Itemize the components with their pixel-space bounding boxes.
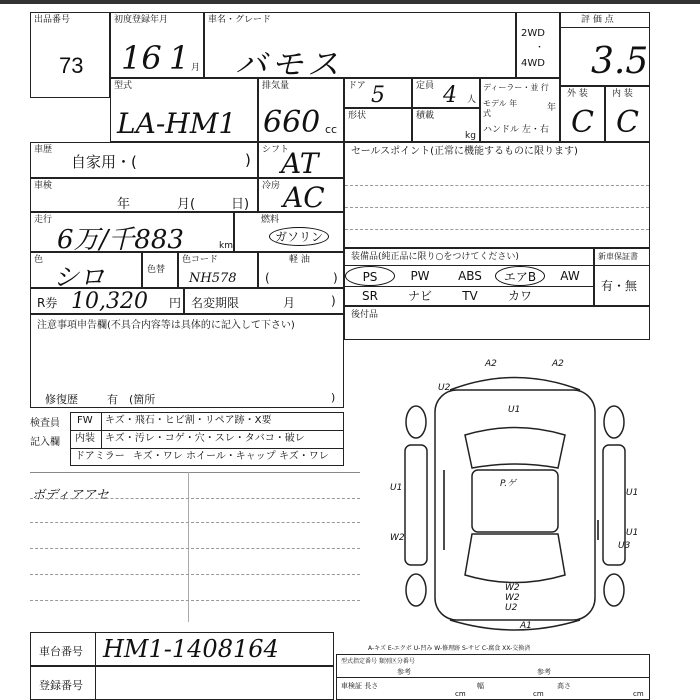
note-line — [30, 600, 360, 601]
car-windshield — [465, 428, 565, 469]
load-label: 積載 — [416, 111, 435, 121]
wheel-rear-left — [406, 574, 426, 606]
sales-line — [345, 207, 649, 208]
ac-label: 冷房 — [262, 181, 281, 191]
inspector-label1: 検査員 — [30, 418, 60, 429]
inspector-cat-2: ドアミラー — [75, 451, 125, 462]
color-code-cell — [178, 252, 258, 288]
door-cell — [344, 78, 412, 108]
inspector-label2: 記入欄 — [30, 437, 60, 448]
capacity-cell — [412, 78, 480, 108]
ac-value: AC — [283, 181, 325, 214]
month-unit: 月 — [191, 63, 201, 73]
repair-close: ) — [331, 391, 336, 404]
mark-u1-3: U1 — [626, 488, 639, 498]
year-unit: 年 — [547, 103, 557, 113]
drive-4wd: 4WD — [521, 58, 545, 69]
model-label: 型式 — [114, 81, 133, 91]
color-code-label: 色コード — [182, 255, 219, 265]
lot-value: 73 — [59, 53, 84, 78]
lot-cell — [30, 12, 110, 98]
mark-a2-2: A2 — [552, 359, 564, 369]
displacement-value: 660 — [263, 105, 321, 140]
recycle-cell — [30, 288, 184, 314]
color-change-label: 色替 — [147, 265, 166, 275]
color-value: シロ — [53, 263, 106, 293]
mileage-cell — [30, 212, 234, 255]
car-name-label: 車名・グレード — [208, 15, 272, 25]
mark-w2-3: W2 — [505, 593, 520, 603]
inspector-label-block — [30, 412, 70, 466]
interior-value: C — [616, 105, 639, 140]
registration-cell — [30, 666, 334, 700]
model-value: LA-HM1 — [117, 107, 237, 140]
history-close: ) — [245, 151, 251, 169]
score-value: 3.5 — [591, 41, 649, 82]
cm-1: cm — [455, 690, 466, 698]
handwritten-note: ボディアアセ — [32, 488, 109, 503]
inspector-row-divider-2 — [71, 448, 343, 449]
chassis-label: 車台番号 — [39, 645, 83, 658]
inspector-text-0: キズ・飛石・ヒビ割・リペア跡・X要 — [105, 415, 272, 426]
mark-u2-1: U2 — [438, 383, 451, 393]
inspector-text-2: キズ・ワレ ホイール・キャップ キズ・ワレ — [133, 451, 329, 462]
equipment-item: PS — [345, 266, 395, 286]
inspector-table — [70, 412, 344, 466]
title-strip — [0, 0, 700, 4]
car-rear-bumper — [450, 620, 580, 630]
drive-2wd: 2WD — [521, 28, 545, 39]
color-label: 色 — [34, 255, 44, 265]
notes-area-top — [30, 472, 360, 473]
height-label: 高さ — [557, 682, 571, 690]
note-line — [30, 498, 360, 499]
wheel-front-left — [406, 406, 426, 438]
mark-a1: A1 — [520, 621, 532, 631]
cm-2: cm — [533, 690, 544, 698]
aftermarket-cell — [344, 306, 650, 340]
shift-cell — [258, 142, 344, 178]
exterior-cell — [560, 86, 605, 142]
door-value: 5 — [371, 83, 385, 108]
equipment-item: エアB — [495, 266, 545, 286]
equipment-item: TV — [462, 289, 478, 303]
mark-paint: P.ゲ — [500, 479, 517, 489]
equipment-item: ABS — [458, 269, 482, 283]
name-change-label: 名変期限 — [191, 296, 240, 310]
inspection-year: 年 — [117, 197, 131, 212]
color-cell — [30, 252, 142, 293]
person-unit: 人 — [467, 95, 477, 105]
equipment-item: PW — [410, 269, 430, 283]
fuel-label: 燃料 — [261, 215, 280, 225]
sales-line — [345, 229, 649, 230]
car-diagram — [380, 350, 650, 640]
score-cell — [560, 12, 650, 86]
inspection-day: 日) — [231, 197, 250, 212]
chassis-value: HM1-1408164 — [103, 635, 279, 663]
wheel-front-right — [604, 406, 624, 438]
shape-cell — [344, 108, 412, 142]
history-label: 車歴 — [34, 145, 53, 155]
cert-ref-1: 参考 — [397, 668, 411, 676]
inspection-label: 車検 — [34, 181, 53, 191]
model-year-label: モデル 年式 — [483, 99, 518, 118]
kg-unit: kg — [465, 131, 476, 141]
notes-label: 注意事項申告欄(不具合内容等は具体的に記入して下さい) — [37, 320, 295, 331]
inspector-text-1: キズ・汚レ・コゲ・穴・スレ・タバコ・破レ — [105, 433, 305, 444]
cert-label: 型式指定番号 類別区分番号 — [341, 658, 415, 665]
cc-unit: cc — [325, 123, 338, 136]
displacement-label: 排気量 — [262, 81, 290, 91]
fuel-cell — [234, 212, 344, 252]
dealer-cell — [480, 78, 560, 142]
capacity-label: 定員 — [416, 81, 435, 91]
equipment-cell — [344, 248, 594, 306]
car-front — [450, 378, 580, 391]
aftermarket-label: 後付品 — [351, 310, 379, 320]
mark-w2-2: W2 — [505, 583, 520, 593]
vehicle-cert-divider — [337, 677, 649, 678]
km-unit: km — [219, 241, 233, 251]
note-line — [30, 522, 360, 523]
displacement-cell — [258, 78, 344, 142]
name-change-cell — [184, 288, 344, 314]
mark-w2-1: W2 — [390, 533, 405, 543]
chassis-cell — [30, 632, 334, 666]
drive-dot: ・ — [535, 43, 545, 53]
chassis-divider — [95, 633, 96, 665]
damage-strokes — [444, 470, 598, 550]
cm-3: cm — [633, 690, 644, 698]
dealer-label: ディーラー・並 行 — [483, 83, 549, 92]
mark-u2-2: U2 — [505, 603, 518, 613]
note-line — [30, 548, 360, 549]
shift-label: シフト — [262, 145, 290, 155]
lot-label: 出品番号 — [34, 15, 71, 25]
diesel-label: 軽 油 — [289, 255, 310, 265]
first-reg-cell — [110, 12, 204, 78]
score-divider — [561, 27, 649, 28]
repair-label: 修復歴 — [45, 393, 78, 406]
warranty-cell — [594, 248, 650, 306]
inspection-month: 月( — [177, 197, 196, 212]
damage-legend: A-キズ E-エクボ U-凹み W-修理跡 S-サビ C-腐食 XX-交換済 — [368, 645, 531, 652]
car-name-cell — [204, 12, 516, 83]
cert-ref-2: 参考 — [537, 668, 551, 676]
exterior-value: C — [571, 105, 594, 140]
first-reg-label: 初度登録年月 — [114, 15, 169, 25]
diesel-paren-open: ( — [265, 271, 270, 285]
sales-point-label: セールスポイント(正常に機能するものに限ります) — [351, 146, 578, 157]
warranty-label: 新車保証書 — [598, 252, 638, 261]
mark-u1-1: U1 — [508, 405, 521, 415]
inspector-row-divider-1 — [71, 430, 343, 431]
car-left-side — [405, 445, 427, 565]
equipment-item: ナビ — [407, 289, 432, 303]
mileage-value: 6万/千883 — [57, 225, 184, 255]
notes-cell — [30, 314, 344, 408]
fuel-value: ガソリン — [269, 227, 329, 246]
repair-value: 有 — [107, 393, 118, 406]
color-code-value: NH578 — [189, 271, 237, 286]
ac-cell — [258, 178, 344, 212]
wheel-rear-right — [604, 574, 624, 606]
interior-cell — [605, 86, 650, 142]
load-cell — [412, 108, 480, 142]
mark-a2-1: A2 — [485, 359, 497, 369]
first-reg-year: 16 — [121, 39, 162, 77]
interior-label: 内 装 — [612, 89, 633, 99]
mark-u1-2: U1 — [390, 483, 403, 493]
drive-cell — [516, 12, 560, 78]
recycle-label: R券 — [37, 296, 58, 310]
warranty-divider — [595, 265, 649, 266]
recycle-value: 10,320 — [71, 289, 148, 314]
exterior-label: 外 装 — [567, 89, 588, 99]
sales-line — [345, 185, 649, 186]
note-line — [30, 574, 360, 575]
history-cell — [30, 142, 258, 178]
mark-u1-4: U1 — [626, 528, 639, 538]
width-label: 幅 — [477, 682, 484, 690]
handle-label: ハンドル 左・右 — [483, 125, 549, 135]
shape-label: 形状 — [348, 111, 367, 121]
shift-value: AT — [281, 147, 319, 180]
model-cell — [110, 78, 258, 142]
diesel-paren-close: ) — [333, 271, 338, 285]
name-change-month: 月 — [283, 296, 296, 310]
inspector-col-divider — [101, 413, 102, 448]
warranty-value: 有・無 — [601, 279, 638, 293]
color-change-cell — [142, 252, 178, 288]
mileage-label: 走行 — [34, 215, 53, 225]
registration-divider — [95, 667, 96, 699]
equipment-label: 装備品(純正品に限り○をつけてください) — [351, 252, 519, 262]
mark-u3: U3 — [618, 541, 631, 551]
length-label: 車検証 長さ — [341, 682, 379, 690]
capacity-value: 4 — [443, 83, 457, 108]
car-name-value: バモス — [235, 45, 344, 83]
history-value: 自家用・( — [71, 153, 137, 171]
repair-place: (箇所 — [129, 393, 156, 406]
inspector-cat-1: 内装 — [75, 433, 95, 444]
equipment-item: カワ — [507, 289, 532, 303]
registration-label: 登録番号 — [39, 679, 83, 692]
car-rear-window — [465, 534, 565, 583]
name-change-close: ) — [331, 294, 336, 308]
vehicle-cert-box — [336, 654, 650, 700]
inspector-cat-0: FW — [77, 415, 93, 426]
sales-point-cell — [344, 142, 650, 248]
inspection-cell — [30, 178, 258, 212]
door-label: ドア — [348, 81, 366, 91]
first-reg-month: 1 — [169, 39, 190, 77]
diesel-cell — [258, 252, 344, 288]
equipment-item: AW — [560, 269, 580, 283]
score-label: 評 価 点 — [581, 15, 614, 25]
equipment-item: SR — [362, 289, 378, 303]
yen-unit: 円 — [169, 296, 182, 310]
